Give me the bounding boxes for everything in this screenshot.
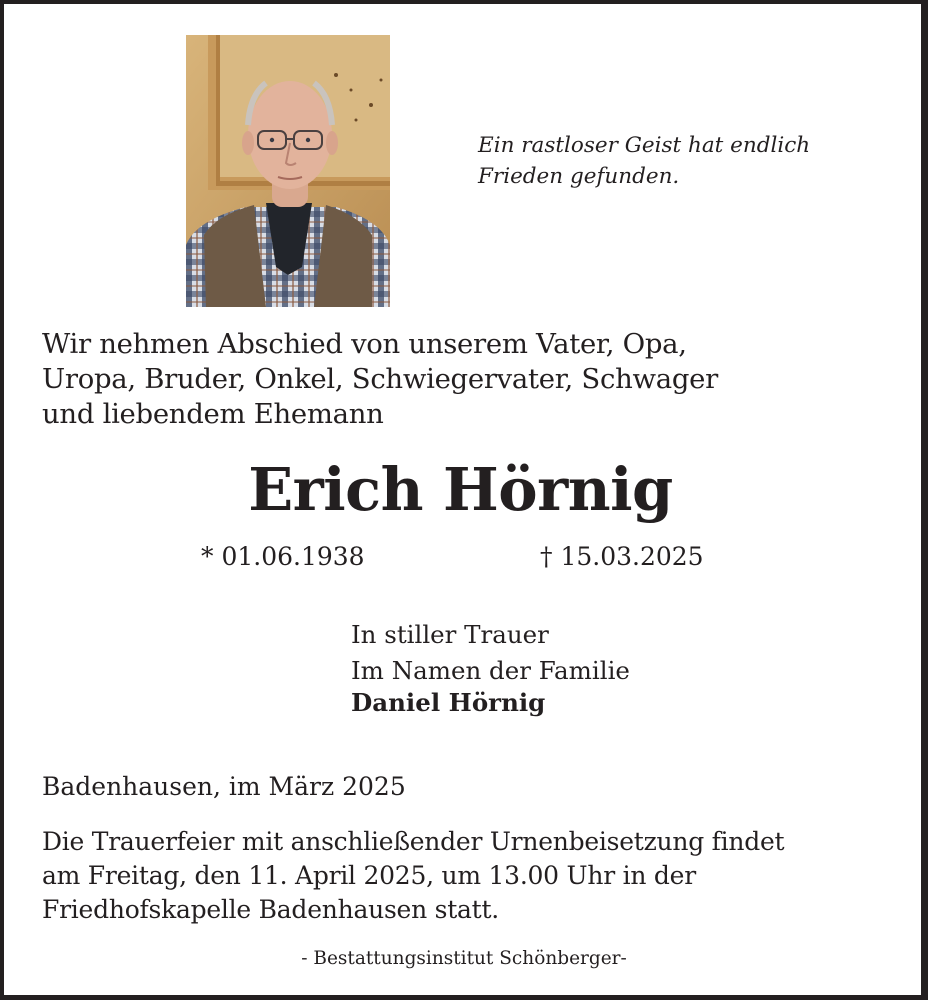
signer-name: Daniel Hörnig — [351, 688, 546, 717]
death-date: † 15.03.2025 — [540, 542, 704, 571]
place-date: Badenhausen, im März 2025 — [42, 772, 406, 801]
signature-line-mourning: In stiller Trauer — [351, 620, 549, 649]
signature-line-family: Im Namen der Familie — [351, 656, 630, 685]
ceremony-line: am Freitag, den 11. April 2025, um 13.00 Uhr in der — [42, 861, 696, 890]
motto-line: Ein rastloser Geist hat endlich — [478, 133, 811, 158]
motto-quote — [478, 130, 810, 192]
intro-line: Wir nehmen Abschied von unserem Vater, Opa, — [42, 328, 687, 360]
farewell-intro — [42, 327, 718, 432]
funeral-home: - Bestattungsinstitut Schönberger- — [301, 948, 627, 969]
portrait-photo — [186, 35, 390, 307]
portrait-image — [186, 35, 390, 307]
ceremony-line: Die Trauerfeier mit anschließender Urnenbeisetzung findet — [42, 827, 785, 856]
intro-line: Uropa, Bruder, Onkel, Schwiegervater, Schwager — [42, 363, 718, 395]
deceased-name: Erich Hörnig — [248, 455, 673, 524]
birth-date: * 01.06.1938 — [201, 542, 365, 571]
signature-block — [351, 617, 630, 717]
motto-line: Frieden gefunden. — [478, 164, 680, 189]
ceremony-line: Friedhofskapelle Badenhausen statt. — [42, 895, 499, 924]
intro-line: und liebendem Ehemann — [42, 398, 384, 430]
ceremony-info — [42, 825, 784, 927]
